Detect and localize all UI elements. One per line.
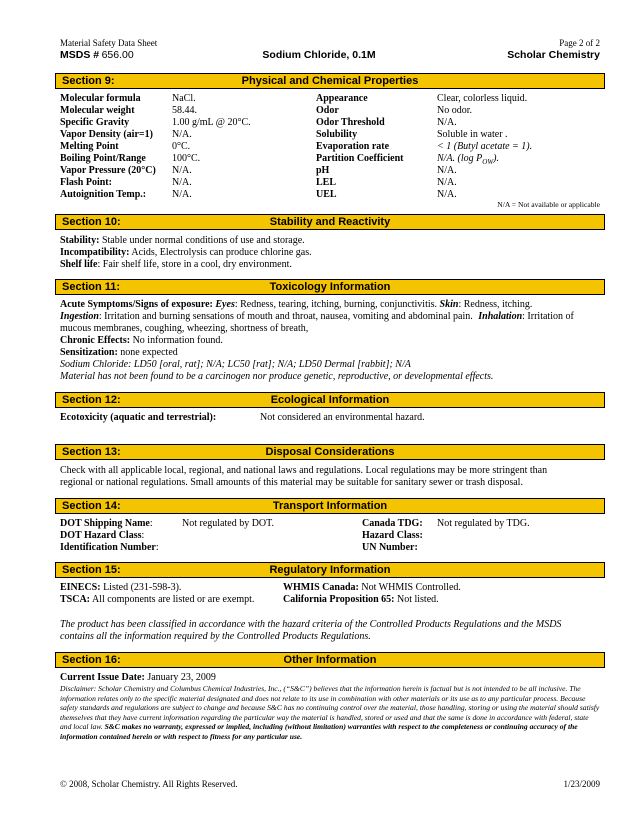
msds-label: MSDS # [60,49,100,61]
property-value [437,117,457,129]
stability-line [60,235,305,247]
property-label: Vapor Pressure (20°C) [60,165,156,176]
msds-number-value: 656.00 [101,49,134,61]
dot-hazard-line: DOT Hazard Class: [60,530,145,541]
partition-subscript: OW [482,158,494,166]
sensitization-line [60,347,178,359]
section-14-header [55,498,605,514]
property-value-text: N/A. (log P [437,153,483,164]
property-value [437,129,508,141]
property-value-text: N/A. [172,177,192,188]
property-value-text: 1.00 g/mL @ 20°C. [172,117,251,128]
section-title: Stability and Reactivity [269,216,391,228]
section-16-header [55,652,605,668]
property-value [437,165,457,177]
skin-text: : Redness, itching. [458,299,533,310]
section-15-header [55,562,605,578]
identification-label: Identification Number [60,542,156,553]
shelf-life-text: : Fair shelf life, store in a cool, dry environment. [97,259,292,270]
ecotoxicity-value: Not considered an environmental hazard. [260,412,425,423]
whmis-line [283,582,461,594]
section-13-header [55,444,605,460]
property-value-text: NaCl. [172,93,196,104]
property-label: Melting Point [60,141,119,152]
classification-line-2: contains all the information required by the Controlled Products Regulations. [60,631,371,642]
partition-end: ). [493,153,500,164]
ingestion-text: : Irritation and burning sensations of mouth and throat, nausea, vomiting and abdominal pain. [98,311,473,322]
prop65-line [283,594,439,606]
einecs-text: Listed (231-598-3). [100,582,182,593]
property-value [172,105,197,117]
section-12-header [55,392,605,408]
tsca-line [60,594,254,606]
property-value [437,93,527,105]
property-label: Molecular formula [60,93,141,104]
un-number-label: UN Number: [362,542,418,553]
property-label: Appearance [316,93,368,104]
incompatibility-text: Acids, Electrolysis can produce chlorine gas. [129,247,312,258]
property-value [172,141,190,153]
whmis-text: Not WHMIS Controlled. [358,582,461,593]
section-title: Physical and Chemical Properties [241,75,419,87]
property-label: Partition Coefficient [316,153,404,164]
property-value [172,177,192,189]
dot-hazard-label: DOT Hazard Class [60,530,142,541]
section-number: Section 16: [62,654,121,666]
dot-shipping-line: DOT Shipping Name: [60,518,153,529]
section-title: Ecological Information [270,394,390,406]
property-value [437,141,532,153]
property-label: Specific Gravity [60,117,130,128]
page-number: Page 2 of 2 [559,38,600,48]
einecs-line [60,582,181,594]
property-value [437,189,457,201]
document-type: Material Safety Data Sheet [60,38,158,48]
classification-line-1: The product has been classified in accordance with the hazard criteria of the Controlled Products Regulations and the MSDS [60,619,562,630]
inhalation-continued: mucous membranes, coughing, wheezing, shortness of breath, [60,323,309,334]
issue-date-line [60,672,216,684]
tsca-label: TSCA: [60,594,91,605]
property-label: Vapor Density (air=1) [60,129,153,140]
section-number: Section 10: [62,216,121,228]
property-value-text: No odor. [437,105,472,116]
section-11-header [55,279,605,295]
section-number: Section 13: [62,446,121,458]
disclaimer-text: Disclaimer: Scholar Chemistry and Columbus Chemical Industries, Inc., (“S&C”) believes that the information herein is factual but is not intended to be all inclusive. The information relates only to the specific material designated and does not relate to its use in combination with other materials or its use as to any particular process. Because safety standards and regulations are subject to change and because S&C has no continuing control over the material, those handling, storing or using the material should satisfy themselves that they have current information regarding the particular way the material is handled, stored or used and that the same is done in accordance with federal, state and local law. [60,684,600,732]
chronic-label: Chronic Effects: [60,335,131,346]
property-label: Boiling Point/Range [60,153,146,164]
product-name: Sodium Chloride, 0.1M [262,49,376,61]
section-9-header [55,73,605,89]
sensitization-label: Sensitization: [60,347,118,358]
property-label: Odor [316,105,339,116]
hazard-class-label: Hazard Class: [362,530,423,541]
property-value [172,189,192,201]
stability-label: Stability: [60,235,100,246]
property-label: UEL [316,189,337,200]
carcinogen-line: Material has not been found to be a carcinogen nor produce genetic, reproductive, or developmental effects. [60,371,494,382]
property-label: pH [316,165,330,176]
canada-tdg-label: Canada TDG: [362,518,423,529]
property-value-text: 100°C. [172,153,201,164]
section-title: Other Information [283,654,377,666]
ingestion-label: Ingestion [60,311,99,322]
whmis-label: WHMIS Canada: [283,582,359,593]
property-value [437,105,472,117]
ingestion-line [60,311,574,323]
section-title: Regulatory Information [269,564,391,576]
inhalation-label: Inhalation [478,311,523,322]
disposal-line-2: regional or national regulations. Small amounts of this material may be suitable for sanitary sewer or trash disposal. [60,477,523,488]
property-value-text: Soluble in water . [437,129,508,140]
chronic-text: No information found. [130,335,223,346]
disposal-line-1: Check with all applicable local, regional, and national laws and regulations. Local regulations may be more stringent than [60,465,548,476]
stability-text: Stable under normal conditions of use and storage. [99,235,305,246]
issue-date-value: January 23, 2009 [144,672,216,683]
sensitization-text: none expected [117,347,178,358]
shelf-life-line [60,259,292,271]
company-name: Scholar Chemistry [507,49,600,61]
property-value-text: 58.44. [172,105,197,116]
canada-tdg-value: Not regulated by TDG. [437,518,530,529]
prop65-text: Not listed. [394,594,439,605]
ld50-line: Sodium Chloride: LD50 [oral, rat]; N/A; LC50 [rat]; N/A; LD50 Dermal [rabbit]; N/A [60,359,411,370]
eyes-text: : Redness, tearing, itching, burning, conjunctivitis. [234,299,438,310]
issue-date-label: Current Issue Date: [60,672,145,683]
dot-shipping-value: Not regulated by DOT. [182,518,275,529]
property-label: Flash Point: [60,177,112,188]
ecotoxicity-label: Ecotoxicity (aquatic and terrestrial): [60,412,217,423]
footer-date: 1/23/2009 [563,779,600,789]
property-label: LEL [316,177,337,188]
property-value [437,177,457,189]
na-note: N/A = Not available or applicable [497,200,600,209]
section-title: Transport Information [272,500,388,512]
property-label: Evaporation rate [316,141,390,152]
section-number: Section 9: [62,75,115,87]
property-value [172,165,192,177]
property-value-text: N/A. [172,165,192,176]
property-label: Odor Threshold [316,117,385,128]
dot-shipping-label: DOT Shipping Name [60,518,150,529]
incompatibility-line [60,247,312,259]
property-value [172,117,251,129]
inhalation-text: : Irritation of [522,311,574,322]
property-value-text: N/A. [437,177,457,188]
incompatibility-label: Incompatibility: [60,247,130,258]
section-10-header [55,214,605,230]
copyright: © 2008, Scholar Chemistry. All Rights Reserved. [60,779,238,789]
property-label: Solubility [316,129,358,140]
tsca-text: All components are listed or are exempt. [90,594,255,605]
section-title: Disposal Considerations [265,446,395,458]
einecs-label: EINECS: [60,582,101,593]
disclaimer-warranty: S&C makes no warranty, expressed or implied, including (without limitation) warranties with respect to the completeness or continuing accuracy of the information contained herein or with respect to fitness for any particular use. [60,722,578,741]
property-value-text: N/A. [437,117,457,128]
section-title: Toxicology Information [269,281,391,293]
property-value [172,153,200,165]
property-label: Autoignition Temp.: [60,189,147,200]
skin-label: Skin [439,299,459,310]
acute-label: Acute Symptoms/Signs of exposure: [60,299,213,310]
eyes-label: Eyes [215,299,235,310]
property-value [172,129,192,141]
property-label: Molecular weight [60,105,135,116]
property-value-text: Clear, colorless liquid. [437,93,528,104]
property-value-text: N/A. [437,165,457,176]
property-value-text: N/A. [437,189,457,200]
property-value-text: N/A. [172,189,192,200]
section-number: Section 15: [62,564,121,576]
disclaimer [60,684,600,742]
section-number: Section 14: [62,500,121,512]
acute-symptoms-line [60,299,532,311]
property-value-text: < 1 (Butyl acetate = 1). [437,141,533,152]
property-value-text: 0°C. [172,141,191,152]
prop65-label: California Proposition 65: [283,594,395,605]
shelf-life-label: Shelf life [60,259,98,270]
property-value [172,93,196,105]
section-number: Section 12: [62,394,121,406]
property-value-text: N/A. [172,129,192,140]
section-number: Section 11: [62,281,121,293]
identification-line: Identification Number: [60,542,159,553]
chronic-effects-line [60,335,223,347]
